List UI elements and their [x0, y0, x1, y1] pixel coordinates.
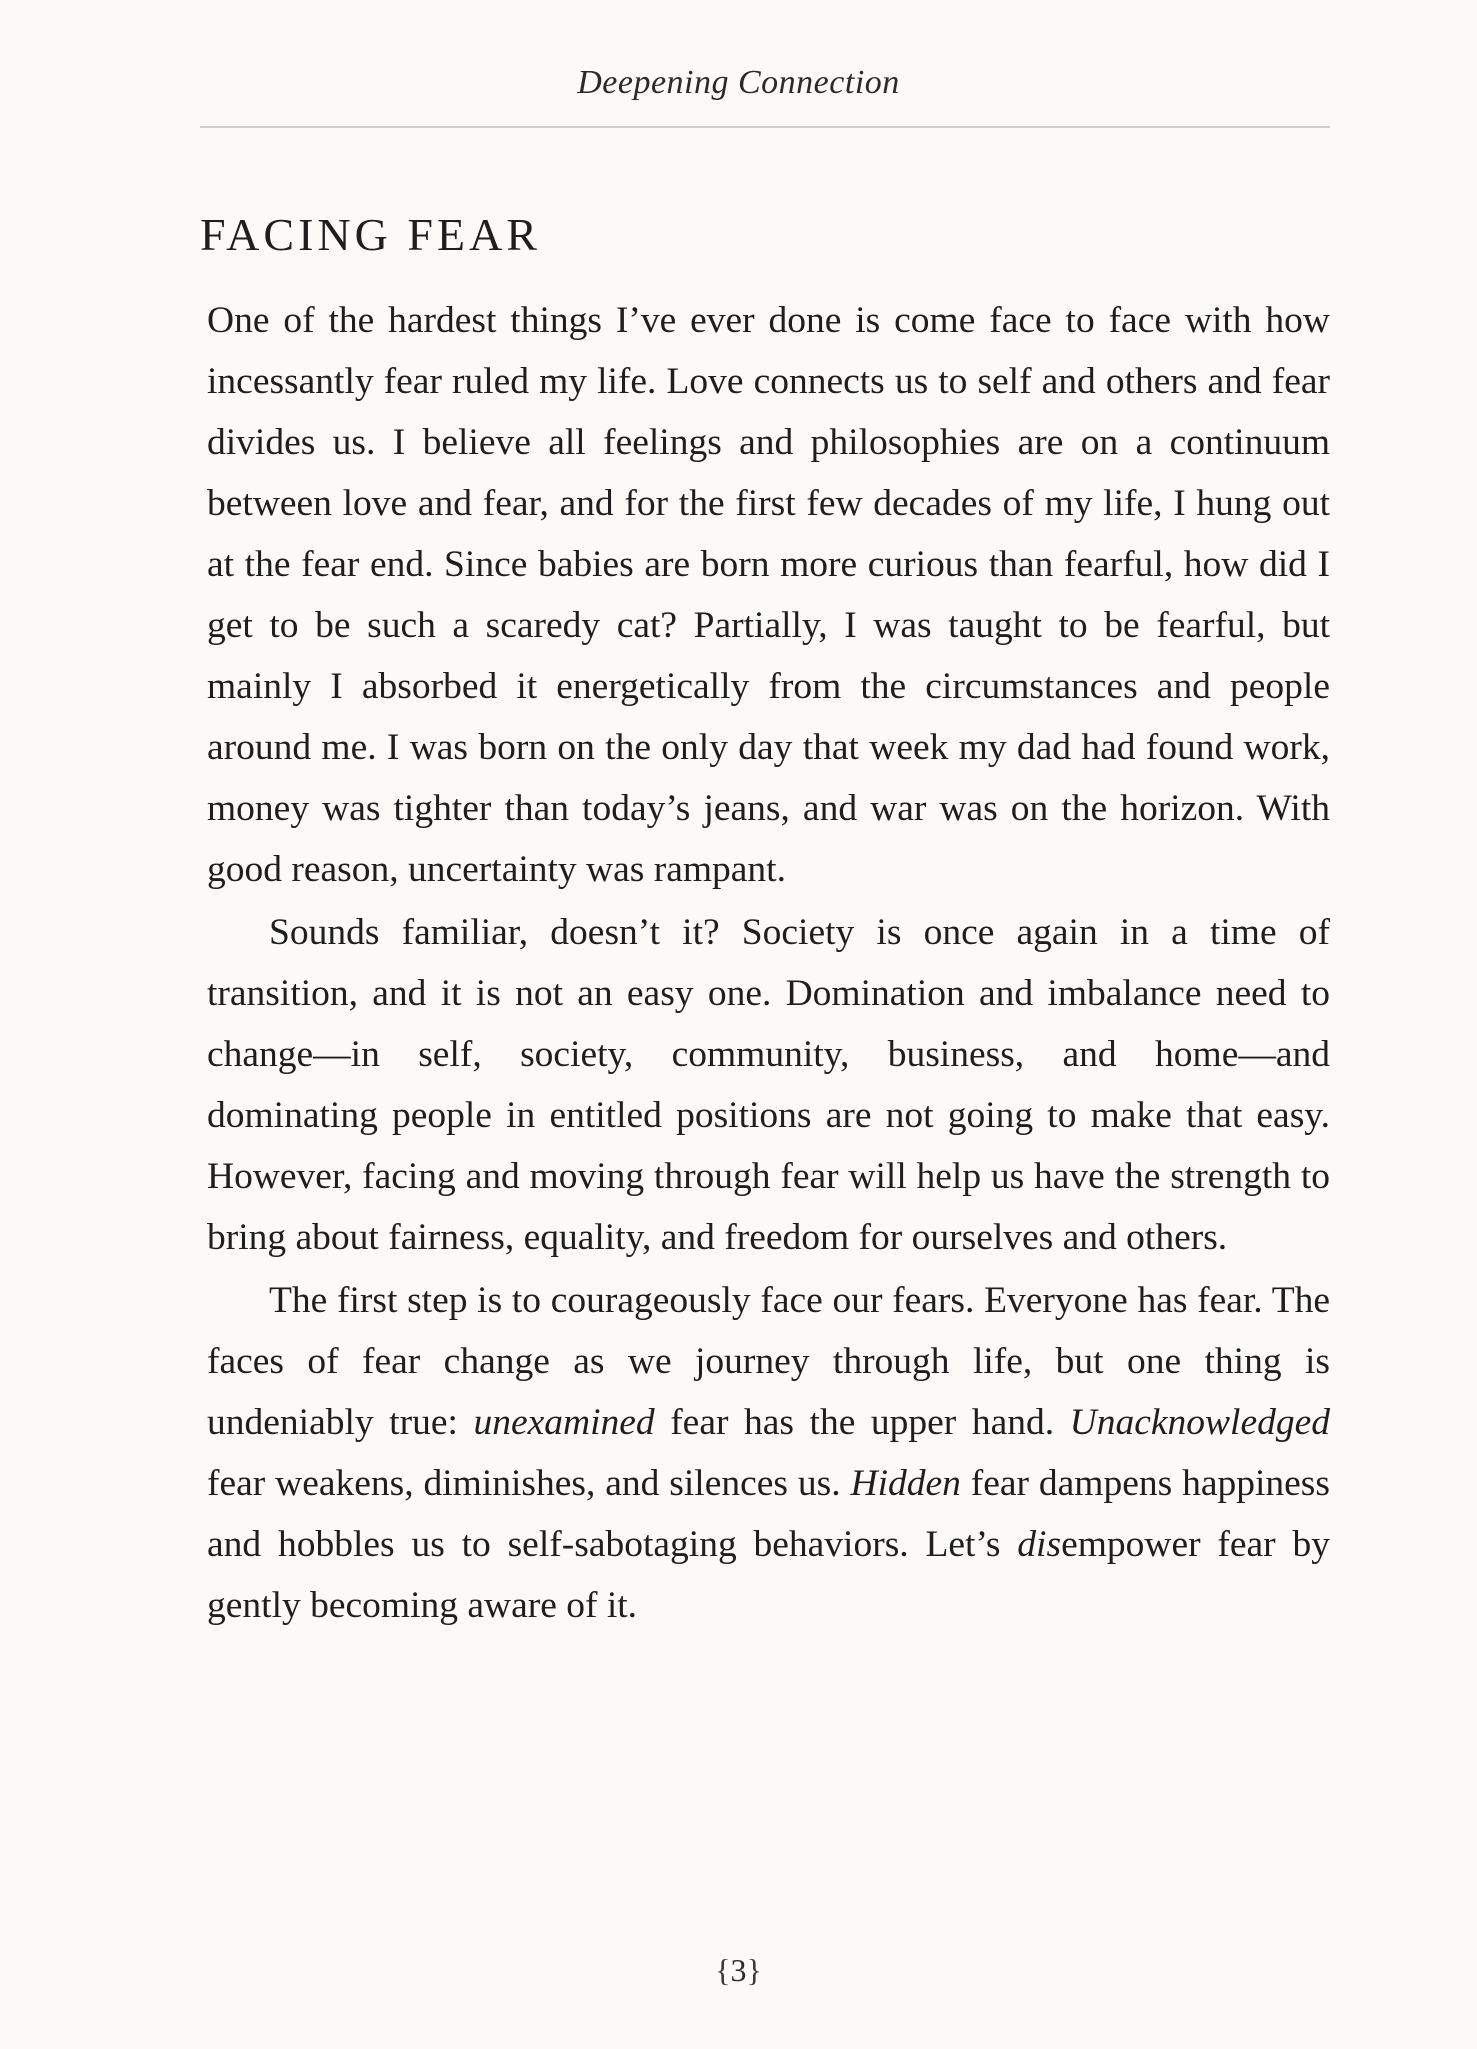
header-rule: [200, 126, 1330, 128]
paragraph-3: [207, 1270, 1330, 1636]
folio-brace-open: {: [715, 1952, 731, 1988]
emphasis-dis: dis: [1017, 1524, 1062, 1565]
paragraph-3-text: fear weakens, diminishes, and silences us.: [207, 1463, 851, 1504]
emphasis-unacknowledged: Unacknowledged: [1069, 1402, 1330, 1443]
paragraph-3-text: The first step is to courageously face our fears. Everyone has fear. The faces of fear change as we journey through life, but one thing is undeniably true:: [207, 1280, 1330, 1443]
page-number-value: 3: [730, 1952, 747, 1988]
page-number: [0, 1952, 1477, 1989]
paragraph-3-text: fear dampens happiness and hobbles us to self-sabotaging behaviors. Let’s: [207, 1463, 1330, 1565]
paragraph-3-text: empower fear by gently becoming aware of it.: [207, 1524, 1330, 1626]
paragraph-3-text: fear has the upper hand.: [654, 1402, 1070, 1443]
body-text: [207, 290, 1330, 1636]
running-header: Deepening Connection: [577, 64, 900, 101]
chapter-title: FACING FEAR: [200, 209, 541, 260]
paragraph-2: Sounds familiar, doesn’t it? Society is once again in a time of transition, and it is not an easy one. Domination and imbalance need to change—in self, society, community, business, and home—and dominating people in entitled positions are not going to make that easy. However, facing and moving through fear will help us have the strength to bring about fairness, equality, and freedom for ourselves and others.: [207, 912, 1330, 1258]
emphasis-unexamined: unexamined: [473, 1402, 655, 1443]
folio-brace-close: }: [746, 1952, 762, 1988]
emphasis-hidden: Hidden: [850, 1463, 961, 1504]
paragraph-1: One of the hardest things I’ve ever done is come face to face with how incessantly fear ruled my life. Love connects us to self and others and fear divides us. I believe all feelings and philosophies are on a continuum between love and fear, and for the first few decades of my life, I hung out at the fear end. Since babies are born more curious than fearful, how did I get to be such a scaredy cat? Partially, I was taught to be fearful, but mainly I absorbed it energetically from the circumstances and people around me. I was born on the only day that week my dad had found work, money was tighter than today’s jeans, and war was on the horizon. With good reason, uncertainty was rampant.: [207, 300, 1330, 890]
